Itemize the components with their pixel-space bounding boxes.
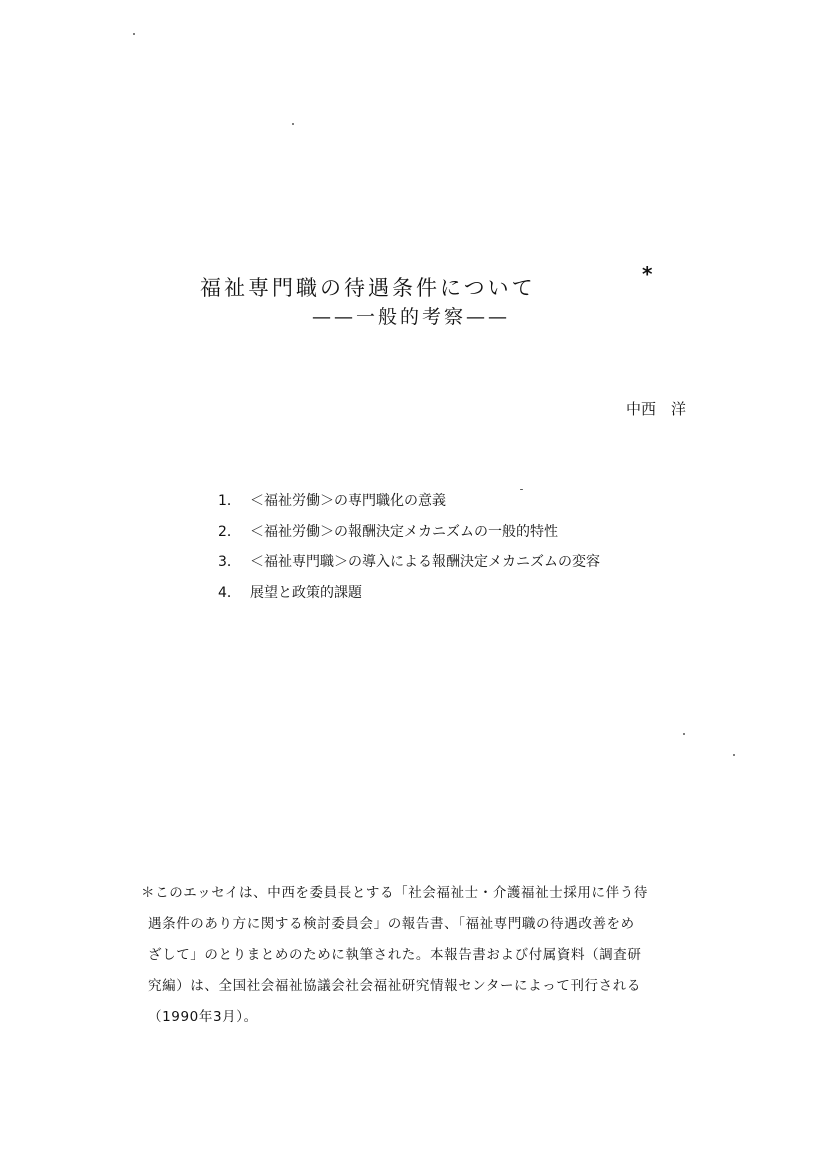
document-subtitle: ——一般的考察—— (312, 306, 511, 328)
footnote-line: ＊このエッセイは、中西を委員長とする「社会福祉士・介護福祉士採用に伴う待 (141, 885, 648, 901)
toc-item-text: 展望と政策的課題 (250, 584, 362, 601)
footnote-line: （1990年3月）。 (148, 1009, 258, 1025)
author-name: 中西 洋 (626, 400, 687, 418)
scan-speck (292, 123, 294, 125)
document-title: 福祉専門職の待遇条件について (200, 276, 536, 300)
toc-item (218, 486, 600, 517)
toc-item-number: 3． (218, 554, 241, 570)
toc-item-text: ＜福祉専門職＞の導入による報酬決定メカニズムの変容 (250, 554, 600, 570)
title-footnote-mark: * (642, 262, 653, 286)
toc-item-text: ＜福祉労働＞の専門職化の意義 (250, 493, 446, 509)
footnote-line: 遇条件のあり方に関する検討委員会」の報告書、「福祉専門職の待遇改善をめ (148, 916, 635, 932)
toc-item-text: ＜福祉労働＞の報酬決定メカニズムの一般的特性 (250, 523, 558, 540)
scan-speck (133, 33, 135, 35)
toc-item (218, 547, 600, 578)
table-of-contents (218, 486, 600, 608)
footnote-line: ざして」のとりまとめのために執筆された。本報告書および付属資料（調査研 (148, 947, 642, 963)
toc-item-number: 2． (218, 523, 241, 540)
toc-item-number: 4． (218, 584, 241, 601)
toc-item-number: 1． (218, 493, 241, 509)
scan-speck (733, 754, 735, 756)
toc-item (218, 578, 600, 609)
scan-speck (683, 733, 685, 735)
toc-item (218, 517, 600, 548)
footnote (141, 878, 731, 1033)
footnote-line: 究編）は、全国社会福祉協議会社会福祉研究情報センターによって刊行される (148, 978, 641, 994)
